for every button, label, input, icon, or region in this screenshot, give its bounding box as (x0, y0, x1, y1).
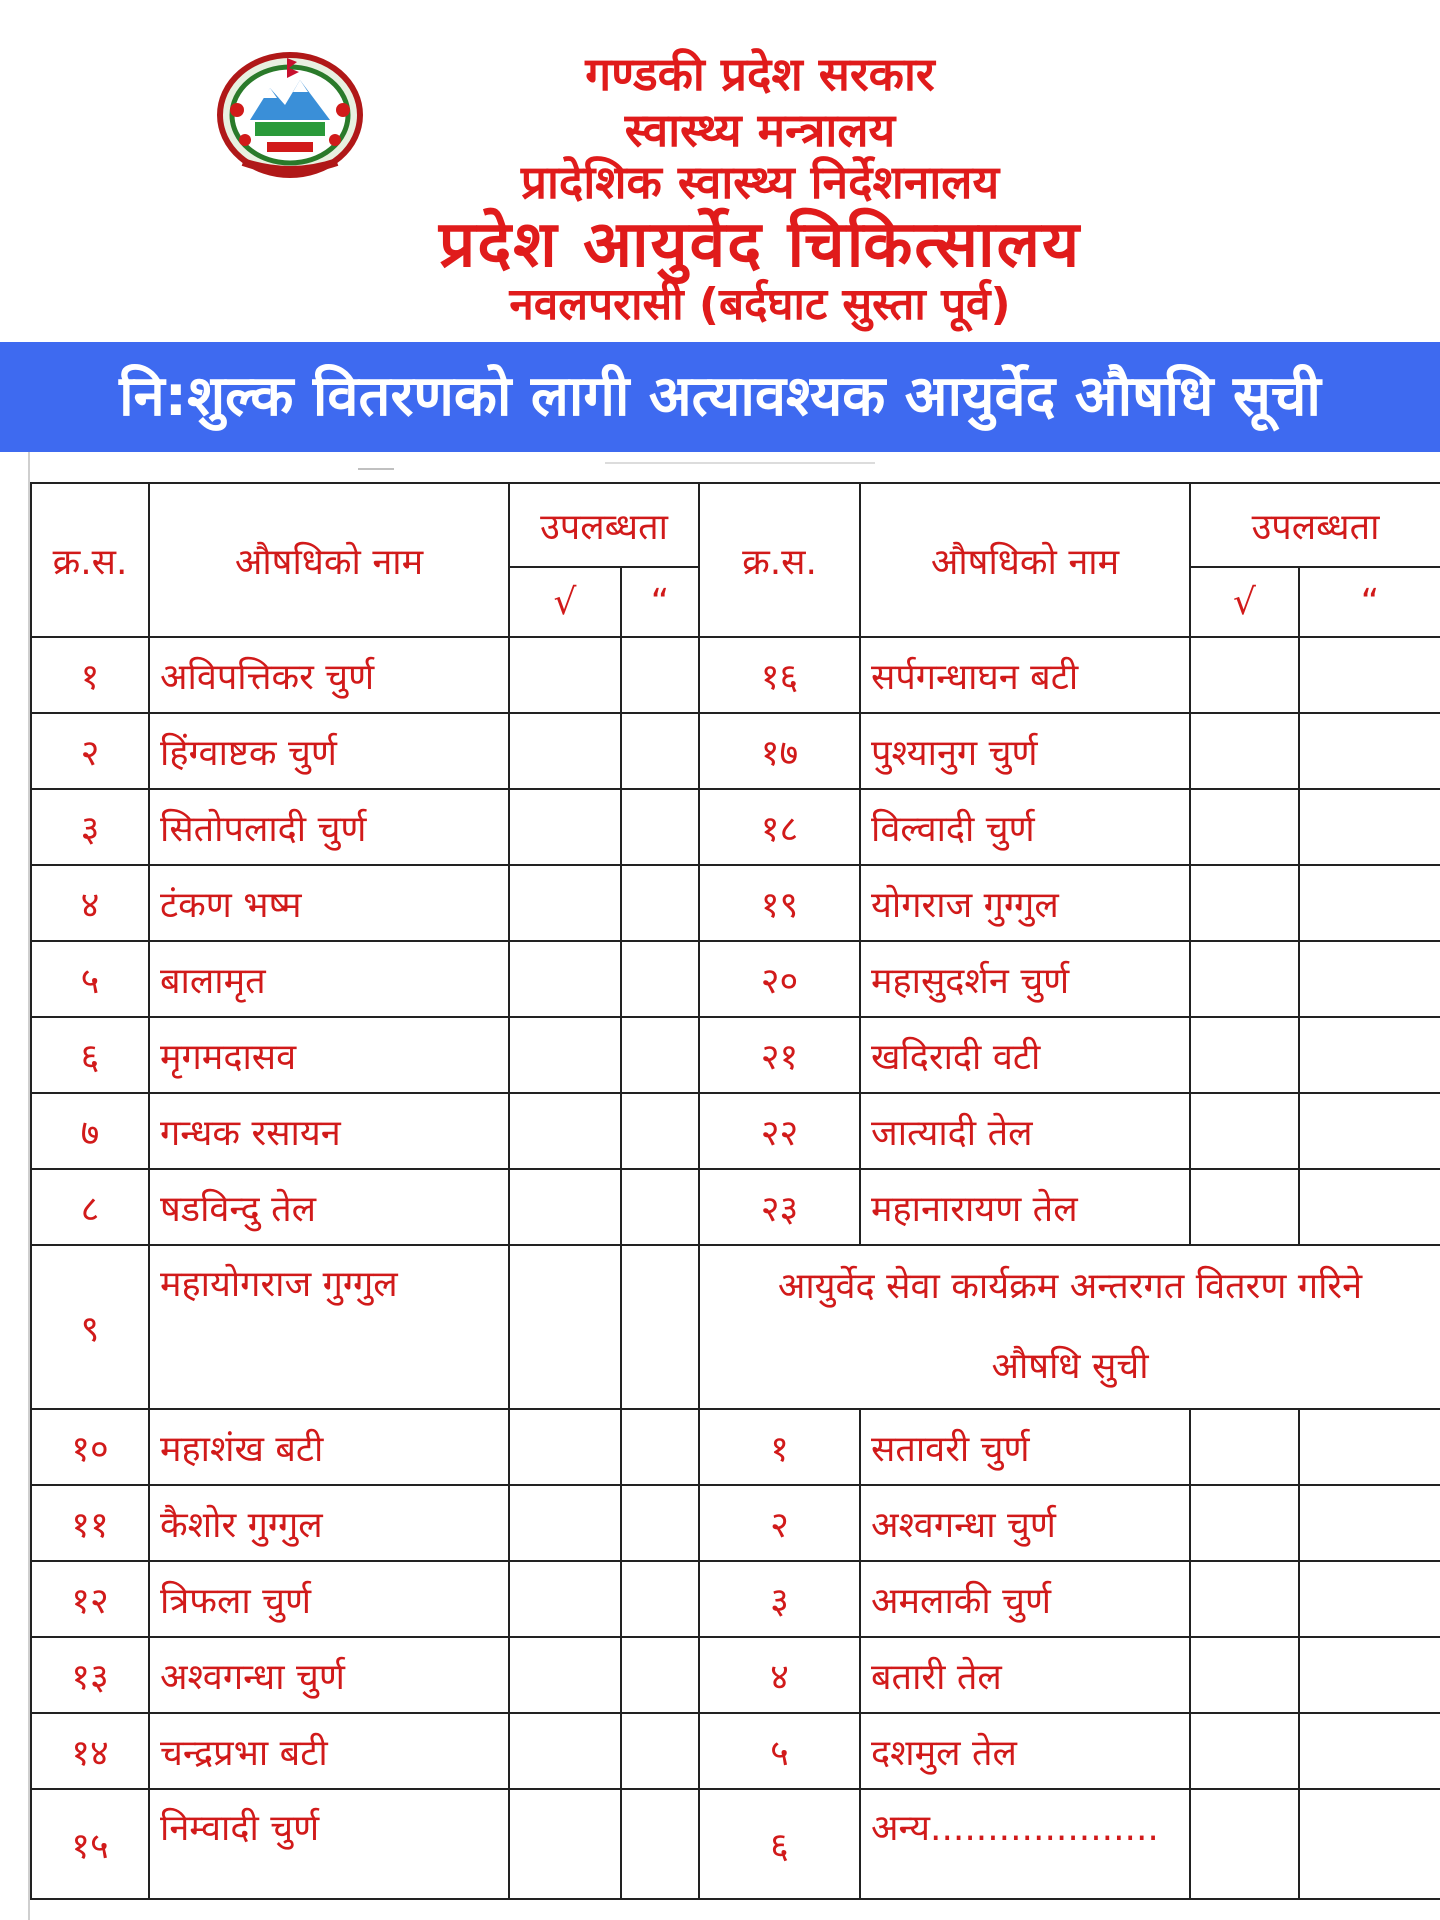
serial-number: २१ (699, 1017, 860, 1093)
medicine-table (30, 482, 1440, 1900)
availability-check-cell (1299, 1637, 1440, 1713)
medicine-name: जात्यादी तेल (860, 1093, 1190, 1169)
serial-number: ७ (31, 1093, 149, 1169)
available-mark: √ (509, 567, 621, 637)
medicine-name: मृगमदासव (149, 1017, 509, 1093)
serial-number: १५ (31, 1789, 149, 1899)
serial-number: १६ (699, 637, 860, 713)
table-row (31, 941, 1440, 1017)
serial-header: क्र.स. (699, 483, 860, 637)
table-row (31, 1245, 1440, 1409)
serial-number: १४ (31, 1713, 149, 1789)
medicine-name: दशमुल तेल (860, 1713, 1190, 1789)
availability-check-cell (1299, 1789, 1440, 1899)
table-row (31, 637, 1440, 713)
table-row (31, 865, 1440, 941)
availability-check-cell (509, 789, 621, 865)
serial-number: ३ (699, 1561, 860, 1637)
medicine-name: चन्द्रप्रभा बटी (149, 1713, 509, 1789)
availability-check-cell (1299, 1409, 1440, 1485)
medicine-name: अविपत्तिकर चुर्ण (149, 637, 509, 713)
letterhead (0, 0, 1440, 340)
program-note (699, 1245, 1440, 1409)
unavailable-mark: “ (1299, 567, 1440, 637)
medicine-name: षडविन्दु तेल (149, 1169, 509, 1245)
medicine-name: हिंग्वाष्टक चुर्ण (149, 713, 509, 789)
availability-check-cell (621, 1245, 699, 1409)
serial-number: २२ (699, 1093, 860, 1169)
serial-number: १३ (31, 1637, 149, 1713)
medicine-name: सितोपलादी चुर्ण (149, 789, 509, 865)
availability-check-cell (621, 1637, 699, 1713)
availability-check-cell (1190, 789, 1299, 865)
medicine-name: सर्पगन्धाघन बटी (860, 637, 1190, 713)
table-row (31, 1017, 1440, 1093)
medicine-name: अश्वगन्धा चुर्ण (149, 1637, 509, 1713)
medicine-name: निम्वादी चुर्ण (149, 1789, 509, 1899)
serial-number: ९ (31, 1245, 149, 1409)
availability-check-cell (1299, 637, 1440, 713)
availability-check-cell (621, 1713, 699, 1789)
availability-check-cell (509, 1713, 621, 1789)
serial-number: १७ (699, 713, 860, 789)
availability-check-cell (509, 1093, 621, 1169)
availability-check-cell (509, 713, 621, 789)
availability-check-cell (509, 1245, 621, 1409)
table-row (31, 1561, 1440, 1637)
availability-check-cell (509, 637, 621, 713)
medicine-name: बालामृत (149, 941, 509, 1017)
availability-check-cell (621, 1093, 699, 1169)
medicine-name: योगराज गुग्गुल (860, 865, 1190, 941)
serial-number: ५ (31, 941, 149, 1017)
govt-name: गण्डकी प्रदेश सरकार (585, 47, 935, 101)
availability-check-cell (1190, 1093, 1299, 1169)
availability-check-cell (621, 1789, 699, 1899)
availability-check-cell (621, 865, 699, 941)
availability-check-cell (1190, 1789, 1299, 1899)
availability-check-cell (621, 1409, 699, 1485)
availability-check-cell (1299, 1485, 1440, 1561)
medicine-name: बतारी तेल (860, 1637, 1190, 1713)
availability-check-cell (1190, 941, 1299, 1017)
medicine-name: अश्वगन्धा चुर्ण (860, 1485, 1190, 1561)
serial-number: १८ (699, 789, 860, 865)
availability-check-cell (1190, 865, 1299, 941)
availability-check-cell (1190, 1637, 1299, 1713)
serial-number: १२ (31, 1561, 149, 1637)
availability-check-cell (509, 1017, 621, 1093)
medicine-name: महाशंख बटी (149, 1409, 509, 1485)
availability-check-cell (509, 1789, 621, 1899)
availability-check-cell (1299, 1561, 1440, 1637)
availability-check-cell (509, 1169, 621, 1245)
serial-header: क्र.स. (31, 483, 149, 637)
availability-check-cell (1299, 1093, 1440, 1169)
availability-check-cell (1190, 1713, 1299, 1789)
availability-header: उपलब्धता (1190, 483, 1440, 567)
table-row (31, 1169, 1440, 1245)
medicine-name: महानारायण तेल (860, 1169, 1190, 1245)
serial-number: १ (31, 637, 149, 713)
serial-number: ४ (31, 865, 149, 941)
availability-check-cell (1190, 1169, 1299, 1245)
serial-number: ५ (699, 1713, 860, 1789)
availability-check-cell (1299, 1713, 1440, 1789)
medicine-name: त्रिफला चुर्ण (149, 1561, 509, 1637)
availability-check-cell (509, 1409, 621, 1485)
table-row (31, 789, 1440, 865)
availability-check-cell (1190, 1561, 1299, 1637)
unavailable-mark: “ (621, 567, 699, 637)
program-note-line: औषधि सुची (991, 1346, 1149, 1387)
table-row (31, 1093, 1440, 1169)
serial-number: २ (31, 713, 149, 789)
name-header: औषधिको नाम (860, 483, 1190, 637)
list-title-banner: नि:शुल्क वितरणको लागी अत्यावश्यक आयुर्वेद औषधि सूची (0, 342, 1440, 452)
ministry-name: स्वास्थ्य मन्त्रालय (624, 103, 896, 157)
serial-number: २ (699, 1485, 860, 1561)
medicine-name: अमलाकी चुर्ण (860, 1561, 1190, 1637)
availability-check-cell (1190, 1017, 1299, 1093)
table-row (31, 1789, 1440, 1899)
medicine-name: टंकण भष्म (149, 865, 509, 941)
availability-check-cell (509, 865, 621, 941)
table-row (31, 1637, 1440, 1713)
availability-check-cell (621, 1561, 699, 1637)
serial-number: ८ (31, 1169, 149, 1245)
serial-number: २३ (699, 1169, 860, 1245)
availability-check-cell (1190, 713, 1299, 789)
table-row (31, 1485, 1440, 1561)
availability-check-cell (1299, 865, 1440, 941)
available-mark: √ (1190, 567, 1299, 637)
availability-header: उपलब्धता (509, 483, 699, 567)
medicine-name: कैशोर गुग्गुल (149, 1485, 509, 1561)
directorate-name: प्रादेशिक स्वास्थ्य निर्देशनालय (520, 155, 1000, 209)
availability-check-cell (1299, 1017, 1440, 1093)
availability-check-cell (1190, 637, 1299, 713)
availability-check-cell (509, 1561, 621, 1637)
medicine-name: महासुदर्शन चुर्ण (860, 941, 1190, 1017)
divider (605, 462, 875, 464)
divider (358, 468, 394, 470)
hospital-name: प्रदेश आयुर्वेद चिकित्सालय (438, 208, 1082, 282)
availability-check-cell (1299, 1169, 1440, 1245)
program-note-line: आयुर्वेद सेवा कार्यक्रम अन्तरगत वितरण गरिने (777, 1266, 1363, 1307)
table-row (31, 1409, 1440, 1485)
medicine-name: महायोगराज गुग्गुल (149, 1245, 509, 1409)
serial-number: १० (31, 1409, 149, 1485)
medicine-name: गन्धक रसायन (149, 1093, 509, 1169)
availability-check-cell (1299, 789, 1440, 865)
availability-check-cell (621, 1017, 699, 1093)
availability-check-cell (1190, 1485, 1299, 1561)
serial-number: २० (699, 941, 860, 1017)
name-header: औषधिको नाम (149, 483, 509, 637)
availability-check-cell (1299, 941, 1440, 1017)
medicine-name: पुश्यानुग चुर्ण (860, 713, 1190, 789)
availability-check-cell (1299, 713, 1440, 789)
serial-number: ६ (699, 1789, 860, 1899)
availability-check-cell (1190, 1409, 1299, 1485)
availability-check-cell (621, 1169, 699, 1245)
availability-check-cell (509, 1637, 621, 1713)
availability-check-cell (621, 941, 699, 1017)
serial-number: १ (699, 1409, 860, 1485)
availability-check-cell (621, 789, 699, 865)
medicine-name: विल्वादी चुर्ण (860, 789, 1190, 865)
medicine-name: खदिरादी वटी (860, 1017, 1190, 1093)
availability-check-cell (621, 637, 699, 713)
table-row (31, 1713, 1440, 1789)
availability-check-cell (621, 1485, 699, 1561)
hospital-address: नवलपरासी (बर्दघाट सुस्ता पूर्व) (509, 279, 1011, 330)
table-header-row (31, 483, 1440, 567)
medicine-name: अन्य.................... (860, 1789, 1190, 1899)
serial-number: ६ (31, 1017, 149, 1093)
serial-number: १९ (699, 865, 860, 941)
availability-check-cell (621, 713, 699, 789)
serial-number: ११ (31, 1485, 149, 1561)
serial-number: ४ (699, 1637, 860, 1713)
medicine-name: सतावरी चुर्ण (860, 1409, 1190, 1485)
availability-check-cell (509, 1485, 621, 1561)
serial-number: ३ (31, 789, 149, 865)
availability-check-cell (509, 941, 621, 1017)
table-row (31, 713, 1440, 789)
